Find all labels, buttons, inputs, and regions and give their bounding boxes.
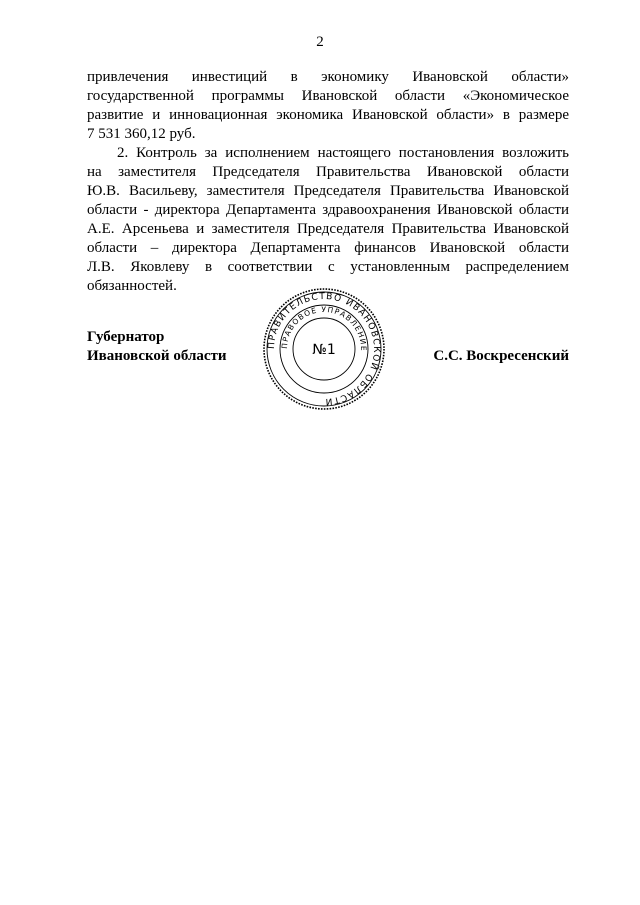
paragraph-2-line: обязанностей.: [87, 278, 177, 294]
paragraph-2-line: 2. Контроль за исполнением настоящего постановления возложить: [117, 145, 569, 161]
paragraph-1: [87, 68, 569, 144]
paragraph-1-line: государственной программы Ивановской области «Экономическое: [87, 88, 569, 104]
page-number: 2: [316, 34, 324, 50]
paragraph-2-line: области - директора Департамента здравоохранения Ивановской области: [87, 202, 569, 218]
document-body: [87, 68, 569, 296]
paragraph-2-line: А.Е. Арсеньева и заместителя Председателя Правительства Ивановской: [87, 221, 569, 237]
seal-number: №1: [312, 342, 336, 358]
paragraph-2-line: Л.В. Яковлеву в соответствии с установленным распределением: [87, 259, 569, 275]
signatory-title-line-1: Губернатор: [87, 329, 165, 345]
paragraph-2-line: области – директора Департамента финансов Ивановской области: [87, 240, 569, 256]
signatory-title-line-2: Ивановской области: [87, 348, 227, 364]
paragraph-2-line: на заместителя Председателя Правительства Ивановской области: [87, 164, 569, 180]
paragraph-1-line: привлечения инвестиций в экономику Ивановской области»: [87, 69, 569, 85]
seal-inner-textpath: ПРАВОВОЕ УПРАВЛЕНИЕ: [279, 304, 369, 352]
signatory-title: [87, 328, 227, 366]
signatory-name: С.С. Воскресенский: [433, 348, 569, 364]
paragraph-2-line: Ю.В. Васильеву, заместителя Председателя Правительства Ивановской: [87, 183, 569, 199]
seal-outer-textpath: ПРАВИТЕЛЬСТВО ИВАНОВСКОЙ ОБЛАСТИ: [266, 291, 382, 407]
paragraph-1-line: развитие и инновационная экономика Ивановской области» в размере: [87, 107, 569, 123]
paragraph-1-line: 7 531 360,12 руб.: [87, 126, 196, 142]
paragraph-2: [87, 144, 569, 296]
signature-block: [87, 328, 569, 378]
